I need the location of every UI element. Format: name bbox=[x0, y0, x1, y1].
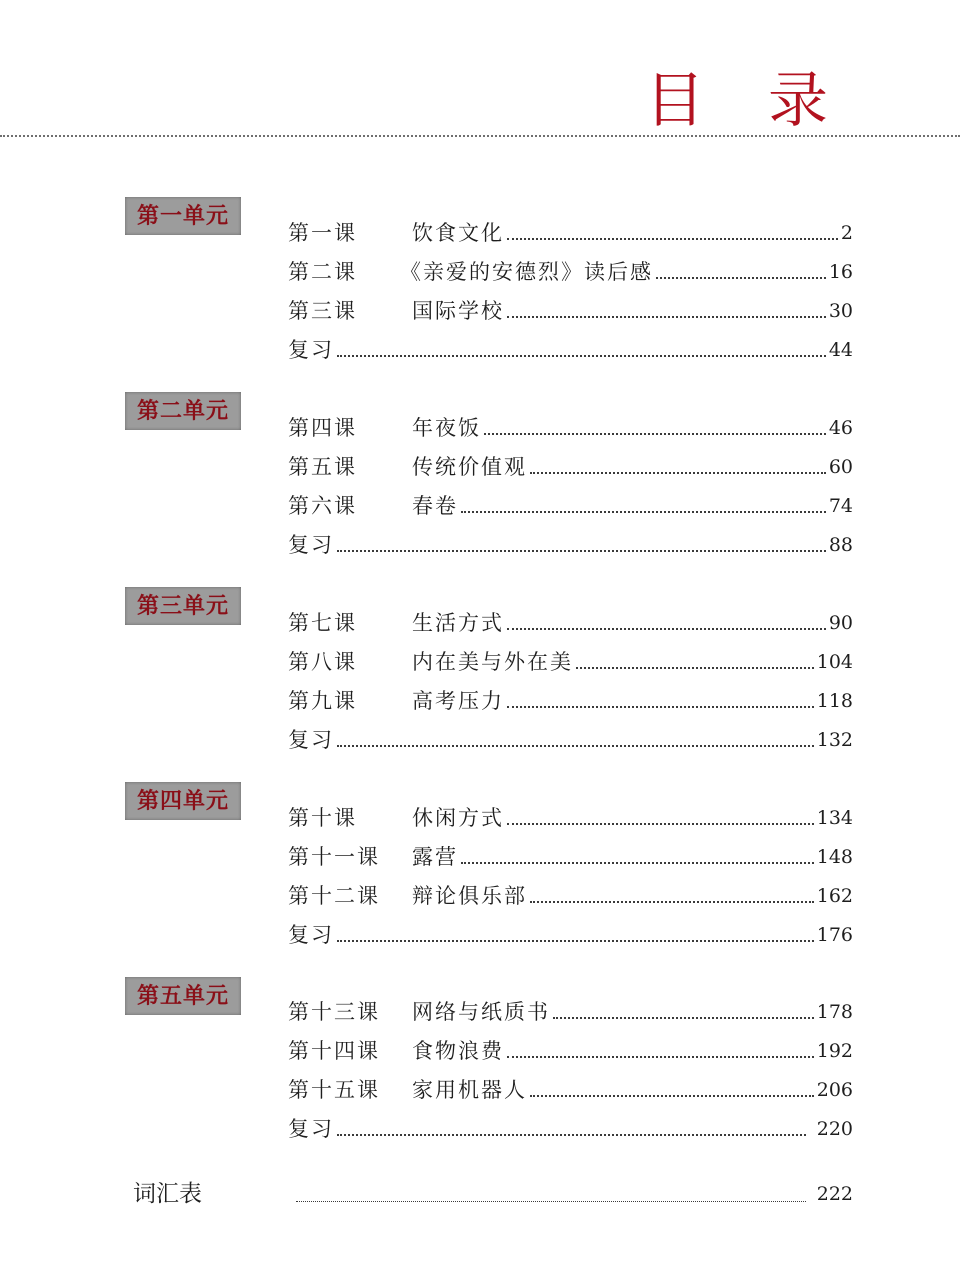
dot-leader bbox=[484, 433, 826, 435]
page-number: 88 bbox=[828, 534, 853, 556]
page-number: 118 bbox=[816, 690, 853, 712]
dot-leader bbox=[530, 472, 826, 474]
lesson-title: 高考压力 bbox=[412, 689, 504, 713]
page-number: 104 bbox=[816, 651, 853, 673]
lesson-number: 第一课 bbox=[288, 221, 357, 245]
toc-entry-lesson-5[interactable] bbox=[288, 449, 853, 481]
toc-entry-lesson-4[interactable] bbox=[288, 410, 853, 442]
lesson-title: 生活方式 bbox=[412, 611, 504, 635]
toc-entry-lesson-11[interactable] bbox=[288, 839, 853, 871]
page-number: 162 bbox=[816, 885, 853, 907]
page-number: 16 bbox=[828, 261, 853, 283]
lesson-number: 第八课 bbox=[288, 650, 357, 674]
toc-entry-lesson-8[interactable] bbox=[288, 644, 853, 676]
page-number: 222 bbox=[816, 1183, 853, 1205]
dot-leader bbox=[507, 628, 826, 630]
page-number: 192 bbox=[816, 1040, 853, 1062]
toc-entry-lesson-15[interactable] bbox=[288, 1072, 853, 1104]
lesson-title: 《亲爱的安德烈》读后感 bbox=[400, 260, 653, 284]
toc-entry-lesson-6[interactable] bbox=[288, 488, 853, 520]
lesson-title: 饮食文化 bbox=[412, 221, 504, 245]
lesson-title: 家用机器人 bbox=[412, 1078, 527, 1102]
toc-entry-review-4[interactable] bbox=[288, 917, 853, 949]
page-number: 132 bbox=[816, 729, 853, 751]
lesson-number: 第九课 bbox=[288, 689, 357, 713]
lesson-title: 传统价值观 bbox=[412, 455, 527, 479]
lesson-number: 第六课 bbox=[288, 494, 357, 518]
toc-entry-lesson-2[interactable] bbox=[288, 254, 853, 286]
unit-badge: 第三单元 bbox=[125, 587, 241, 625]
lesson-number: 第十三课 bbox=[288, 1000, 380, 1024]
review-label: 复习 bbox=[288, 1117, 334, 1141]
page-number: 2 bbox=[840, 222, 853, 244]
dot-leader bbox=[337, 355, 826, 357]
unit-badge: 第四单元 bbox=[125, 782, 241, 820]
toc-entry-lesson-10[interactable] bbox=[288, 800, 853, 832]
lesson-number: 第十一课 bbox=[288, 845, 380, 869]
lesson-title: 年夜饭 bbox=[412, 416, 481, 440]
glossary-label: 词汇表 bbox=[133, 1181, 202, 1207]
lesson-number: 第十五课 bbox=[288, 1078, 380, 1102]
title-divider bbox=[0, 135, 960, 137]
review-label: 复习 bbox=[288, 338, 334, 362]
page-number: 74 bbox=[828, 495, 853, 517]
page-number: 60 bbox=[828, 456, 853, 478]
toc-entry-lesson-1[interactable] bbox=[288, 215, 853, 247]
toc-entry-review-1[interactable] bbox=[288, 332, 853, 364]
lesson-title: 食物浪费 bbox=[412, 1039, 504, 1063]
review-label: 复习 bbox=[288, 533, 334, 557]
page-number: 46 bbox=[828, 417, 853, 439]
lesson-title: 国际学校 bbox=[412, 299, 504, 323]
page-number: 44 bbox=[828, 339, 853, 361]
page-number: 176 bbox=[816, 924, 853, 946]
dot-leader bbox=[461, 511, 826, 513]
page-number: 134 bbox=[816, 807, 853, 829]
unit-badge: 第五单元 bbox=[125, 977, 241, 1015]
page-number: 30 bbox=[828, 300, 853, 322]
unit-badge: 第一单元 bbox=[125, 197, 241, 235]
lesson-title: 春卷 bbox=[412, 494, 458, 518]
dot-leader bbox=[337, 940, 814, 942]
dot-leader bbox=[553, 1017, 814, 1019]
dot-leader bbox=[507, 238, 838, 240]
lesson-number: 第十四课 bbox=[288, 1039, 380, 1063]
lesson-title: 露营 bbox=[412, 845, 458, 869]
review-label: 复习 bbox=[288, 728, 334, 752]
lesson-number: 第十课 bbox=[288, 806, 357, 830]
lesson-number: 第七课 bbox=[288, 611, 357, 635]
dot-leader bbox=[656, 277, 826, 279]
toc-entry-lesson-14[interactable] bbox=[288, 1033, 853, 1065]
toc-entry-review-2[interactable] bbox=[288, 527, 853, 559]
dot-leader bbox=[337, 745, 814, 747]
page-number: 178 bbox=[816, 1001, 853, 1023]
dot-leader bbox=[507, 706, 814, 708]
dot-leader bbox=[530, 901, 814, 903]
toc-entry-lesson-3[interactable] bbox=[288, 293, 853, 325]
page-title: 目 录 bbox=[644, 66, 850, 136]
lesson-number: 第二课 bbox=[288, 260, 357, 284]
page-number: 148 bbox=[816, 846, 853, 868]
dot-leader bbox=[530, 1095, 814, 1097]
lesson-title: 辩论俱乐部 bbox=[412, 884, 527, 908]
dot-leader bbox=[296, 1201, 806, 1202]
page-number: 90 bbox=[828, 612, 853, 634]
toc-entry-lesson-12[interactable] bbox=[288, 878, 853, 910]
unit-badge: 第二单元 bbox=[125, 392, 241, 430]
dot-leader bbox=[507, 316, 826, 318]
toc-entry-lesson-7[interactable] bbox=[288, 605, 853, 637]
lesson-title: 内在美与外在美 bbox=[412, 650, 573, 674]
toc-entry-review-3[interactable] bbox=[288, 722, 853, 754]
lesson-title: 休闲方式 bbox=[412, 806, 504, 830]
lesson-number: 第四课 bbox=[288, 416, 357, 440]
dot-leader bbox=[461, 862, 814, 864]
toc-entry-lesson-13[interactable] bbox=[288, 994, 853, 1026]
toc-entry-review-5[interactable] bbox=[288, 1111, 853, 1143]
lesson-number: 第五课 bbox=[288, 455, 357, 479]
page-number: 220 bbox=[816, 1118, 853, 1140]
dot-leader bbox=[337, 1134, 806, 1136]
page-number: 206 bbox=[816, 1079, 853, 1101]
lesson-number: 第三课 bbox=[288, 299, 357, 323]
toc-entry-lesson-9[interactable] bbox=[288, 683, 853, 715]
lesson-title: 网络与纸质书 bbox=[412, 1000, 550, 1024]
dot-leader bbox=[507, 1056, 814, 1058]
review-label: 复习 bbox=[288, 923, 334, 947]
lesson-number: 第十二课 bbox=[288, 884, 380, 908]
dot-leader bbox=[337, 550, 826, 552]
dot-leader bbox=[507, 823, 814, 825]
toc-entry-glossary[interactable] bbox=[133, 1176, 853, 1208]
dot-leader bbox=[576, 667, 814, 669]
